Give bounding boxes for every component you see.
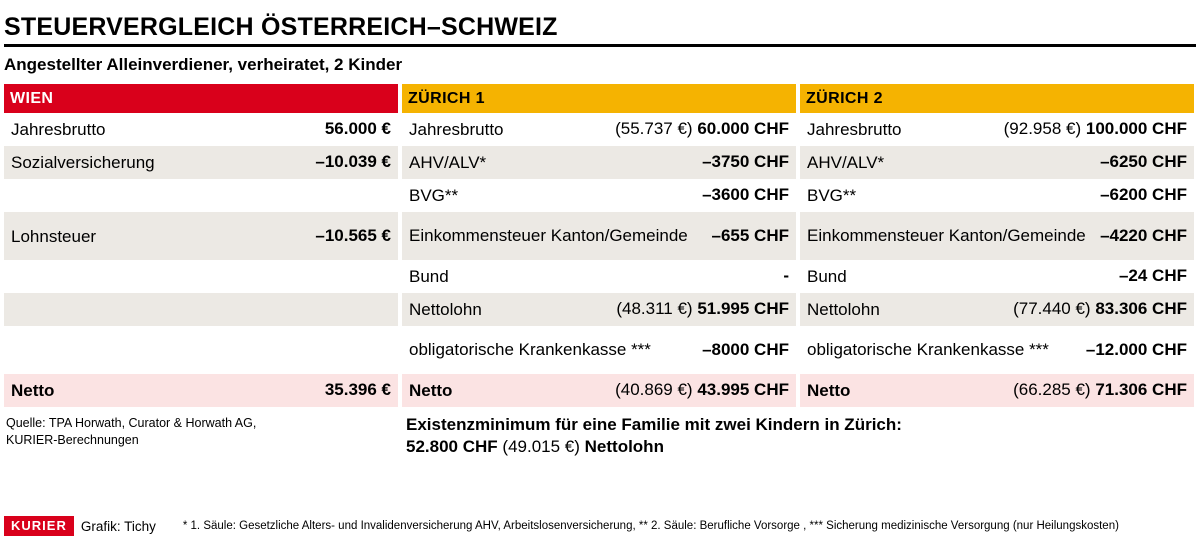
row-value: –8000 CHF — [702, 339, 789, 359]
netto-label: Netto — [409, 381, 453, 401]
table-row — [800, 260, 1194, 293]
row-value: –10.565 € — [315, 225, 391, 245]
row-label: AHV/ALV* — [409, 153, 487, 173]
row-value-chf: 60.000 CHF — [697, 119, 789, 139]
table-row — [402, 260, 796, 293]
column-wien — [4, 84, 398, 407]
row-value: –6200 CHF — [1100, 185, 1187, 205]
source-note — [4, 415, 400, 457]
existenzminimum-note — [404, 415, 1196, 457]
row-value: –655 CHF — [711, 225, 789, 245]
row-label: BVG** — [409, 186, 459, 206]
existenzminimum-eur: (49.015 €) — [502, 437, 580, 457]
row-label: AHV/ALV* — [807, 153, 885, 173]
table-row-empty — [4, 179, 398, 212]
row-value: 56.000 € — [324, 119, 391, 139]
comparison-table — [4, 84, 1196, 407]
column-zuerich1 — [402, 84, 796, 407]
row-value-eur: (55.737 €) — [615, 119, 693, 139]
row-label: Nettolohn — [409, 300, 482, 320]
table-row — [402, 113, 796, 146]
row-value: - — [783, 266, 789, 286]
legend-note: * 1. Säule: Gesetzliche Alters- und Invalidenversicherung AHV, Arbeitslosenversicherung, ** 2. Säule: Berufliche Vorsorge , *** Sicherung medizinische Versorgung (nur Heilungskosten) — [182, 520, 1119, 532]
table-row — [4, 113, 398, 146]
netto-row-zuerich1 — [402, 374, 796, 407]
row-value: –24 CHF — [1118, 266, 1187, 286]
row-label: Einkommensteuer Kanton/Gemeinde — [807, 226, 1086, 246]
netto-label: Netto — [11, 381, 55, 401]
table-row — [800, 212, 1194, 260]
netto-value: 35.396 € — [324, 380, 391, 400]
row-value-chf: 83.306 CHF — [1095, 299, 1187, 319]
row-label: Bund — [807, 267, 847, 287]
netto-value-chf: 43.995 CHF — [697, 380, 789, 400]
bottom-bar — [4, 516, 1196, 536]
netto-value-eur: (66.285 €) — [1013, 380, 1091, 400]
column-zuerich2 — [800, 84, 1194, 407]
table-row — [402, 326, 796, 374]
page-subtitle: Angestellter Alleinverdiener, verheiratet, 2 Kinder — [4, 55, 403, 75]
row-label: Bund — [409, 267, 449, 287]
row-label: obligatorische Krankenkasse *** — [807, 340, 1049, 360]
row-label: BVG** — [807, 186, 857, 206]
row-label: Einkommensteuer Kanton/Gemeinde — [409, 226, 688, 246]
title-bar — [4, 14, 1196, 47]
row-label: Lohnsteuer — [11, 226, 97, 246]
footer — [4, 415, 1196, 457]
table-row — [402, 293, 796, 326]
table-row — [4, 212, 398, 260]
graphic-credit: Grafik: Tichy — [80, 518, 156, 534]
source-line-2: KURIER-Berechnungen — [6, 433, 139, 448]
row-value: –6250 CHF — [1100, 152, 1187, 172]
table-row — [800, 293, 1194, 326]
table-row — [4, 146, 398, 179]
row-value: –3600 CHF — [702, 185, 789, 205]
infographic-root — [0, 14, 1200, 542]
source-line-1: Quelle: TPA Horwath, Curator & Horwath AG, — [6, 416, 257, 431]
row-label: obligatorische Krankenkasse *** — [409, 340, 651, 360]
netto-label: Netto — [807, 381, 851, 401]
table-row-empty — [4, 260, 398, 293]
column-header-zuerich2: ZÜRICH 2 — [800, 84, 1194, 113]
table-row — [402, 179, 796, 212]
row-value — [616, 300, 789, 319]
netto-value-eur: (40.869 €) — [615, 380, 693, 400]
table-row — [800, 179, 1194, 212]
netto-row-wien — [4, 374, 398, 407]
row-value — [1004, 120, 1187, 139]
page-title: STEUERVERGLEICH ÖSTERREICH–SCHWEIZ — [4, 13, 558, 41]
table-row — [800, 146, 1194, 179]
kurier-logo: KURIER — [4, 516, 74, 536]
netto-row-zuerich2 — [800, 374, 1194, 407]
netto-value-chf: 71.306 CHF — [1095, 380, 1187, 400]
existenzminimum-title: Existenzminimum für eine Familie mit zwei Kindern in Zürich: — [406, 415, 902, 435]
existenzminimum-amount: 52.800 CHF — [406, 437, 498, 457]
netto-value — [1013, 381, 1187, 400]
row-label: Jahresbrutto — [409, 120, 504, 140]
column-header-wien: WIEN — [4, 84, 398, 113]
existenzminimum-values — [406, 437, 1196, 457]
row-value: –3750 CHF — [702, 152, 789, 172]
table-row — [402, 146, 796, 179]
column-header-zuerich1: ZÜRICH 1 — [402, 84, 796, 113]
row-label: Sozialversicherung — [11, 153, 155, 173]
row-value: –4220 CHF — [1100, 225, 1187, 245]
existenzminimum-suffix: Nettolohn — [584, 437, 664, 457]
table-row — [402, 212, 796, 260]
row-label: Nettolohn — [807, 300, 880, 320]
row-value: –12.000 CHF — [1085, 339, 1187, 359]
row-value-eur: (92.958 €) — [1003, 119, 1082, 139]
row-value — [615, 120, 789, 139]
row-value-eur: (48.311 €) — [616, 299, 693, 319]
table-row-empty — [4, 293, 398, 326]
row-label: Jahresbrutto — [807, 120, 902, 140]
row-value: –10.039 € — [315, 152, 391, 172]
table-row-empty — [4, 326, 398, 374]
table-row — [800, 113, 1194, 146]
row-value-chf: 100.000 CHF — [1085, 119, 1187, 139]
row-value-eur: (77.440 €) — [1013, 299, 1091, 319]
netto-value — [615, 381, 789, 400]
table-row — [800, 326, 1194, 374]
row-value — [1013, 300, 1187, 319]
row-value-chf: 51.995 CHF — [697, 299, 789, 319]
row-label: Jahresbrutto — [11, 120, 106, 140]
